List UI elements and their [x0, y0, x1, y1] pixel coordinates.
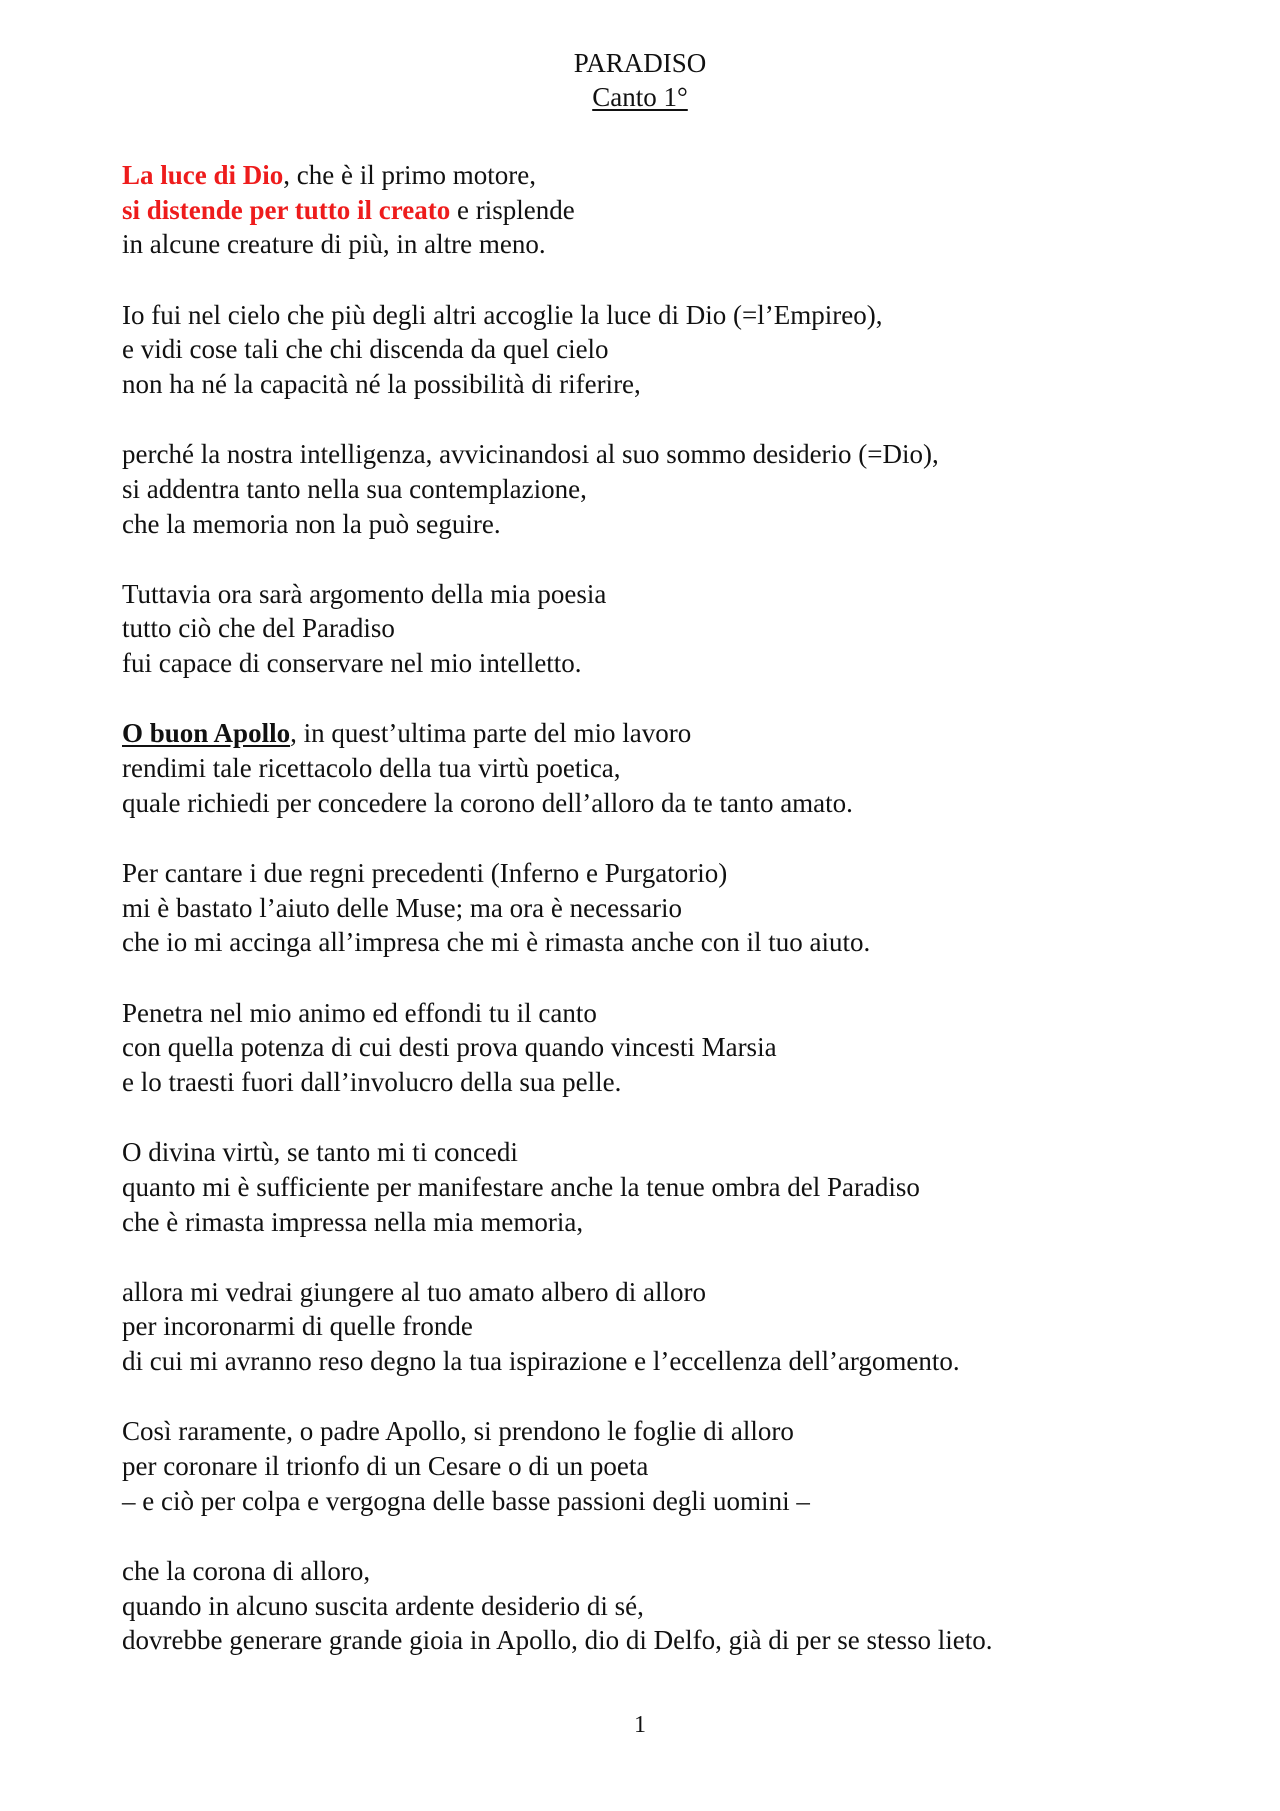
verse-line: perché la nostra intelligenza, avvicinandosi al suo sommo desiderio (=Dio), [122, 439, 939, 470]
verse-line: che la memoria non la può seguire. [122, 508, 501, 539]
verse-line: e lo traesti fuori dall’involucro della sua pelle. [122, 1066, 622, 1097]
emphasized-phrase: O buon Apollo [122, 718, 291, 749]
verse-line: fui capace di conservare nel mio intelletto. [122, 648, 582, 679]
verse-line: in alcune creature di più, in altre meno. [122, 229, 546, 260]
stanza [122, 1554, 1182, 1658]
verse-line: si addentra tanto nella sua contemplazione, [122, 473, 587, 504]
stanza [122, 856, 1182, 960]
verse-line: Io fui nel cielo che più degli altri accoglie la luce di Dio (=l’Empireo), [122, 299, 883, 330]
stanza [122, 1414, 1182, 1518]
verse-line: Così raramente, o padre Apollo, si prendono le foglie di alloro [122, 1416, 794, 1447]
verse-line: per incoronarmi di quelle fronde [122, 1311, 473, 1342]
verse-line: Per cantare i due regni precedenti (Inferno e Purgatorio) [122, 857, 728, 888]
canto-subtitle: Canto 1° [592, 82, 688, 112]
highlighted-phrase: La luce di Dio [122, 160, 284, 190]
stanza [122, 158, 1182, 262]
verse-line: Penetra nel mio animo ed effondi tu il canto [122, 997, 597, 1028]
verse-line: Tuttavia ora sarà argomento della mia poesia [122, 578, 607, 609]
verse-line: per coronare il trionfo di un Cesare o di un poeta [122, 1451, 649, 1482]
verse-line: quanto mi è sufficiente per manifestare anche la tenue ombra del Paradiso [122, 1171, 920, 1202]
page-number: 1 [634, 1712, 646, 1738]
verse-line [122, 193, 1182, 228]
verse-line: quale richiedi per concedere la corono dell’alloro da te tanto amato. [122, 787, 853, 818]
highlighted-phrase: si distende per tutto il creato [122, 194, 451, 225]
verse-text: e risplende [450, 194, 575, 225]
verse-line: con quella potenza di cui desti prova quando vincesti Marsia [122, 1032, 777, 1063]
document-header [0, 46, 1280, 114]
stanza [122, 577, 1182, 681]
stanza [122, 1135, 1182, 1239]
verse-line: allora mi vedrai giungere al tuo amato albero di alloro [122, 1276, 707, 1307]
stanza [122, 1275, 1182, 1379]
verse-line: dovrebbe generare grande gioia in Apollo, dio di Delfo, già di per se stesso lieto. [122, 1625, 993, 1656]
verse-line: – e ciò per colpa e vergogna delle basse passioni degli uomini – [122, 1485, 810, 1516]
page-title: PARADISO [573, 48, 707, 78]
verse-line: quando in alcuno suscita ardente desiderio di sé, [122, 1590, 644, 1621]
verse-line [122, 716, 1182, 751]
canto-body [122, 158, 1182, 1694]
verse-line [122, 158, 1182, 193]
verse-line: tutto ciò che del Paradiso [122, 613, 395, 644]
stanza [122, 298, 1182, 402]
verse-line: non ha né la capacità né la possibilità di riferire, [122, 368, 641, 399]
stanza [122, 437, 1182, 541]
verse-line: che è rimasta impressa nella mia memoria, [122, 1206, 584, 1237]
verse-line: che io mi accinga all’impresa che mi è rimasta anche con il tuo aiuto. [122, 927, 871, 958]
stanza [122, 716, 1182, 820]
verse-line: e vidi cose tali che chi discenda da quel cielo [122, 334, 609, 365]
verse-line: O divina virtù, se tanto mi ti concedi [122, 1137, 518, 1168]
stanza [122, 996, 1182, 1100]
verse-line: di cui mi avranno reso degno la tua ispirazione e l’eccellenza dell’argomento. [122, 1346, 960, 1377]
verse-line: che la corona di alloro, [122, 1555, 371, 1586]
verse-text: , che è il primo motore, [283, 160, 536, 190]
verse-line: rendimi tale ricettacolo della tua virtù poetica, [122, 753, 621, 784]
verse-line: mi è bastato l’aiuto delle Muse; ma ora è necessario [122, 892, 683, 923]
verse-text: , in quest’ultima parte del mio lavoro [290, 718, 692, 749]
